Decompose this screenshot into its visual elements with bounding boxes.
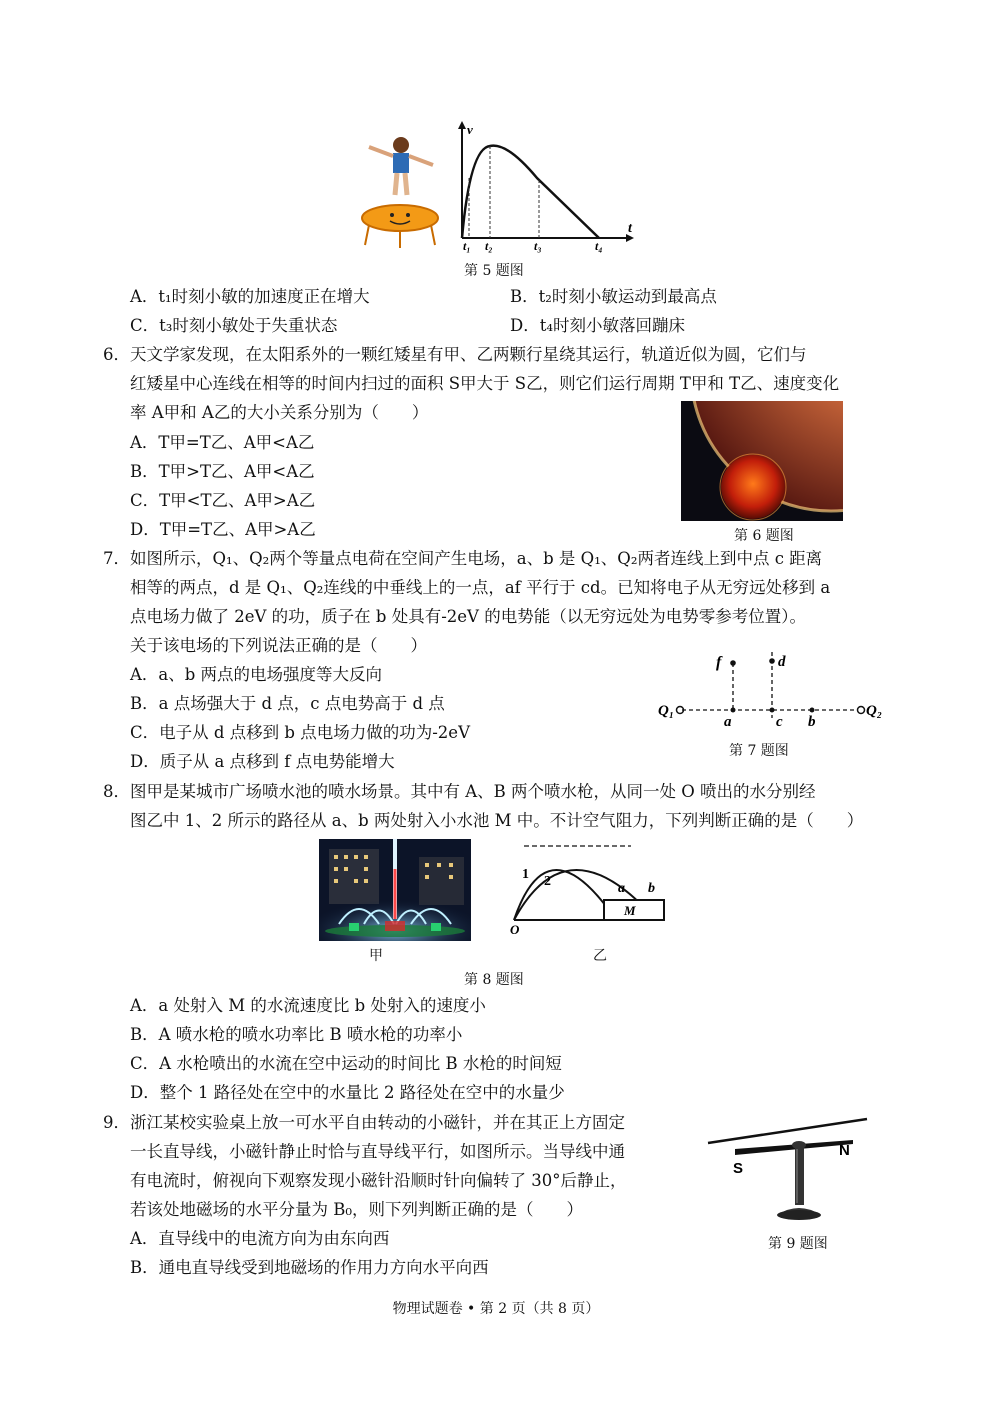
q5-trampoline-figure [355, 133, 455, 253]
q9-compass-needle-figure [705, 1115, 870, 1227]
q5-t3-label: t₃ [534, 239, 542, 253]
q9-stem-line-3: 有电流时，俯视向下观察发现小磁针沿顺时针向偏转了 30°后静止， [130, 1171, 627, 1190]
q7-label-b: b [808, 714, 816, 728]
q6-red-dwarf-image [681, 401, 843, 521]
q6-stem-line-1: 6．天文学家发现，在太阳系外的一颗红矮星有甲、乙两颗行星绕其运行，轨道近似为圆，它们与 [103, 345, 807, 364]
q7-label-f: f [716, 654, 722, 671]
q5-t1-label: t₁ [463, 239, 471, 253]
q8-option-b: B．A 喷水枪的喷水功率比 B 喷水枪的功率小 [130, 1025, 463, 1044]
q5-t-axis-label: t [628, 221, 632, 236]
q9-stem-line-1: 9．浙江某校实验桌上放一可水平自由转动的小磁针，并在其正上方固定 [103, 1113, 625, 1132]
q7-option-b: B．a 点场强大于 d 点，c 点电势高于 d 点 [130, 694, 445, 713]
q5-v-axis-label: v [467, 122, 473, 137]
q6-stem-line-3: 率 A甲和 A乙的大小关系分别为（ ） [130, 403, 429, 422]
q6-option-d: D．T甲=T乙、A甲>A乙 [130, 520, 316, 539]
q7-label-d: d [778, 654, 786, 670]
q7-stem-line-4: 关于该电场的下列说法正确的是（ ） [130, 636, 427, 655]
q5-option-a: A．t₁时刻小敏的加速度正在增大 [130, 287, 370, 306]
q5-option-d: D．t₄时刻小敏落回蹦床 [510, 316, 685, 335]
q8-fountain-photo [319, 839, 471, 941]
q7-stem-line-1: 7．如图所示，Q₁、Q₂两个等量点电荷在空间产生电场，a、b 是 Q₁、Q₂两者连线上到中点 c 距离 [103, 549, 823, 568]
q8-option-c: C．A 水枪喷出的水流在空中运动的时间比 B 水枪的时间短 [130, 1054, 562, 1073]
q9-label-n: N [839, 1142, 850, 1159]
q6-figure-caption: 第 6 题图 [734, 528, 794, 544]
q8-trajectory-diagram [506, 838, 670, 938]
q9-stem-line-4: 若该处地磁场的水平分量为 B₀，则下列判断正确的是（ ） [130, 1200, 583, 1219]
q8-label-b: b [648, 881, 655, 896]
q9-figure-caption: 第 9 题图 [768, 1236, 828, 1252]
q8-stem-line-1: 8．图甲是某城市广场喷水池的喷水场景。其中有 A、B 两个喷水枪，从同一处 O 喷出的水分别经 [103, 782, 816, 801]
q5-t4-label: t₄ [595, 239, 603, 253]
q5-figure-caption: 第 5 题图 [464, 263, 524, 279]
q8-sub-caption-jia: 甲 [369, 948, 383, 964]
q9-option-a: A．直导线中的电流方向为由东向西 [130, 1229, 390, 1248]
q7-stem-line-3: 点电场力做了 2eV 的功，质子在 b 处具有-2eV 的电势能（以无穷远处为电势零参考位置）。 [130, 607, 806, 626]
q6-option-b: B．T甲>T乙、A甲<A乙 [130, 462, 315, 481]
q9-label-s: S [733, 1160, 744, 1177]
q8-label-o: O [510, 922, 520, 937]
q7-label-a: a [724, 714, 732, 728]
q5-t2-label: t₂ [485, 239, 493, 253]
q7-option-d: D．质子从 a 点移到 f 点电势能增大 [130, 752, 395, 771]
q9-stem-line-2: 一长直导线，小磁针静止时恰与直导线平行，如图所示。当导线中通 [130, 1142, 625, 1161]
q6-option-c: C．T甲<T乙、A甲>A乙 [130, 491, 316, 510]
q8-label-2: 2 [544, 874, 551, 889]
q8-label-m: M [624, 903, 636, 918]
q6-option-a: A．T甲=T乙、A甲<A乙 [130, 433, 315, 452]
q7-label-c: c [776, 714, 783, 728]
q5-option-b: B．t₂时刻小敏运动到最高点 [510, 287, 717, 306]
q7-figure-caption: 第 7 题图 [729, 743, 789, 759]
q8-stem-line-2: 图乙中 1、2 所示的路径从 a、b 两处射入小水池 M 中。不计空气阻力，下列判断正确的是（ ） [130, 811, 864, 830]
q5-velocity-time-graph [452, 118, 642, 253]
q7-stem-line-2: 相等的两点，d 是 Q₁、Q₂连线的中垂线上的一点，af 平行于 cd。已知将电子从无穷远处移到 a [130, 578, 831, 597]
q6-stem-line-2: 红矮星中心连线在相等的时间内扫过的面积 S甲大于 S乙，则它们运行周期 T甲和 T乙、速度变化 [130, 374, 840, 393]
q7-option-c: C．电子从 d 点移到 b 点电场力做的功为-2eV [130, 723, 470, 742]
q8-figure-caption: 第 8 题图 [464, 972, 524, 988]
q8-label-a: a [618, 881, 625, 896]
q9-option-b: B．通电直导线受到地磁场的作用力方向水平向西 [130, 1258, 489, 1277]
q8-label-1: 1 [522, 867, 529, 882]
q8-sub-caption-yi: 乙 [593, 948, 607, 964]
page-footer: 物理试题卷 • 第 2 页（共 8 页） [392, 1301, 600, 1317]
q7-label-q2: Q₂ [866, 703, 883, 719]
q5-option-c: C．t₃时刻小敏处于失重状态 [130, 316, 338, 335]
q7-option-a: A．a、b 两点的电场强度等大反向 [130, 665, 383, 684]
q7-label-q1: Q₁ [658, 703, 675, 719]
q7-charge-diagram [658, 646, 890, 728]
q8-option-d: D．整个 1 路径处在空中的水量比 2 路径处在空中的水量少 [130, 1083, 565, 1102]
q8-option-a: A．a 处射入 M 的水流速度比 b 处射入的速度小 [130, 996, 486, 1015]
